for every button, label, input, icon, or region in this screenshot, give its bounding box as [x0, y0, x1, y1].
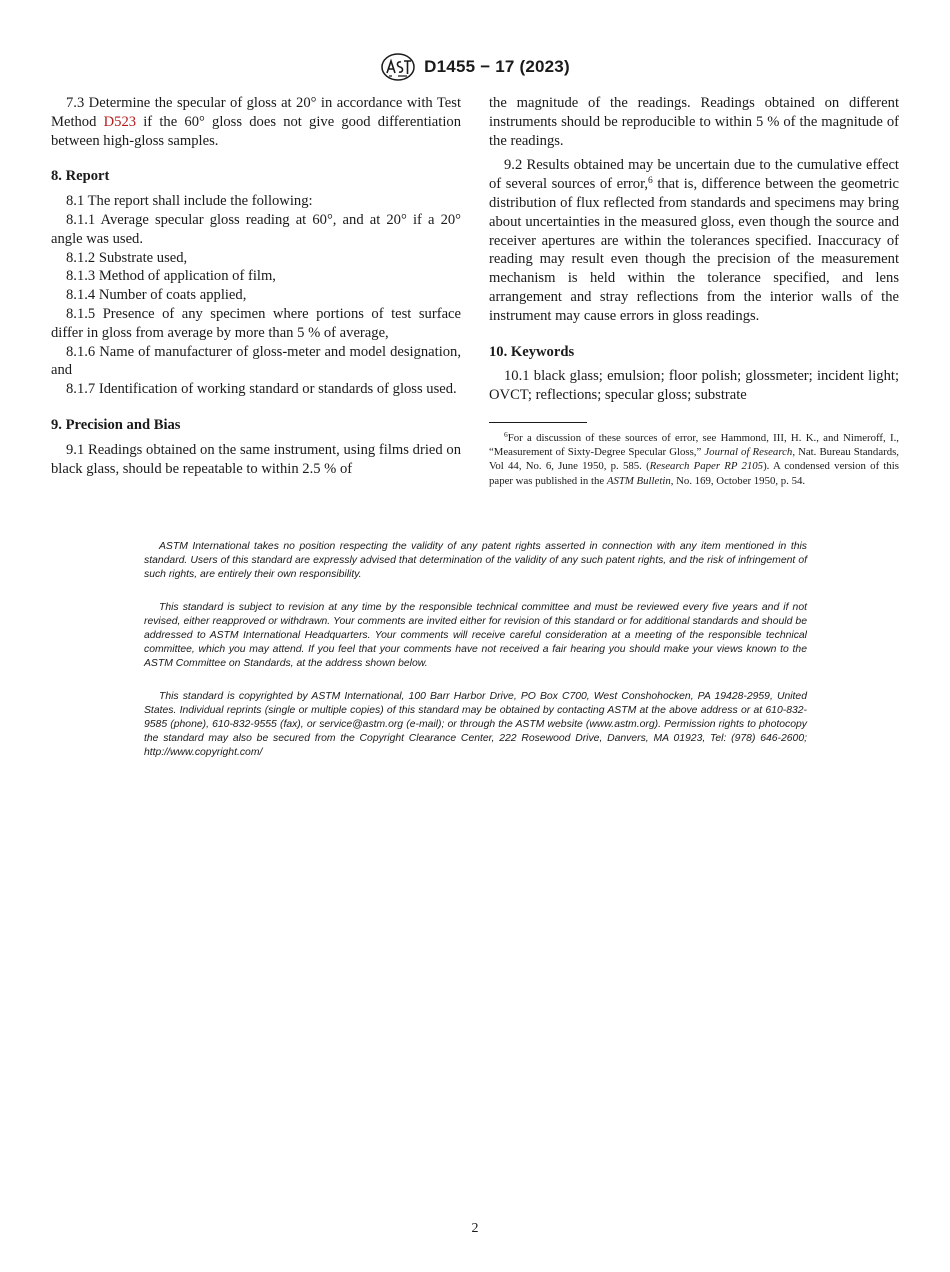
paragraph-text: 9.2 Results obtained may be uncertain due to the cumulative effect of several sources of error,: [489, 157, 899, 193]
footnote-text: For a discussion of these sources of error, see Hammond, III, H. K., and Nimeroff, I., “Measurement of Sixty-Degree Specular Gloss,”: [489, 431, 899, 459]
paragraph-8-1: 8.1 The report shall include the following:: [66, 193, 313, 210]
paragraph-8-1-7: 8.1.7 Identification of working standard or standards of gloss used.: [66, 381, 457, 398]
footnote-divider: [489, 422, 587, 423]
footnote-italic: ASTM Bulletin: [606, 474, 671, 487]
copyright-notice: This standard is copyrighted by ASTM International, 100 Barr Harbor Drive, PO Box C700, West Conshohocken, PA 19428-2959, United States. Individual reprints (single or multiple copies) of this standard may be obtained by contacting ASTM at the above address or at 610-832-9585 (phone), 610-832-9555 (fax), or service@astm.org (e-mail); or through the ASTM website (www.astm.org). Permission rights to photocopy the standard may also be secured from the Copyright Clearance Center, 222 Rosewood Drive, Danvers, MA 01923, Tel: (978) 646-2600; http://www.copyright.com/: [144, 691, 807, 758]
paragraph-8-1-1: 8.1.1 Average specular gloss reading at 60°, and at 20° if a 20° angle was used.: [51, 211, 461, 247]
paragraph-9-1-continued: the magnitude of the readings. Readings obtained on different instruments should be reproducible to within 5 % of the magnitude of the readings.: [489, 95, 899, 149]
paragraph-8-1-4: 8.1.4 Number of coats applied,: [66, 287, 247, 304]
footnote-italic: Journal of Research: [704, 446, 793, 459]
paragraph-text: if the 60° gloss does not give good differentiation between high-gloss samples.: [51, 113, 461, 149]
paragraph-8-1-6: 8.1.6 Name of manufacturer of gloss-meter and model designation, and: [51, 343, 461, 379]
section-heading-report: 8. Report: [51, 168, 110, 185]
astm-logo-icon: [380, 52, 416, 82]
paragraph-8-1-3: 8.1.3 Method of application of film,: [66, 268, 276, 285]
page-number: 2: [471, 1221, 479, 1236]
d523-link[interactable]: D523: [103, 113, 137, 130]
footnote-6: [489, 431, 899, 488]
section-heading-keywords: 10. Keywords: [489, 343, 575, 360]
paragraph-text: 7.3 Determine the specular of gloss at 20° in accordance with Test Method: [51, 95, 461, 130]
legal-notices: [144, 540, 807, 779]
page-header: [0, 52, 950, 82]
footnote-italic: Research Paper RP 2105: [649, 460, 764, 473]
left-column: [51, 94, 461, 478]
revision-notice: This standard is subject to revision at any time by the responsible technical committee and must be reviewed every five years and if not revised, either reapproved or withdrawn. Your comments are invited either for revision of this standard or for additional standards and should be addressed to ASTM International Headquarters. Your comments will receive careful consideration at a meeting of the responsible technical committee, which you may attend. If you feel that your comments have not received a fair hearing you should make your views known to the ASTM Committee on Standards, at the address shown below.: [144, 602, 807, 669]
section-heading-precision-bias: 9. Precision and Bias: [51, 416, 181, 433]
paragraph-9-1: 9.1 Readings obtained on the same instrument, using films dried on black glass, should be repeatable to within 2.5 % of: [51, 441, 461, 477]
footnote-text: ). A condensed version of this paper was published in the: [489, 460, 899, 487]
right-column: [489, 94, 899, 488]
paragraph-text: that is, difference between the geometric distribution of flux reflected from standards and specimens may bring about uncertainties in the measured gloss, even though the source and receiver apertures are within the tolerances specified. Inaccuracy of reading may result even though the precision of the measurement mechanism is held within the tolerance specified, and lens arrangement and stray reflections from the interior walls of the instrument may cause errors in gloss readings.: [489, 176, 899, 324]
standard-designation: D1455 − 17 (2023): [424, 57, 570, 76]
footnote-reference[interactable]: 6: [648, 176, 653, 187]
footnote-text: , No. 169, October 1950, p. 54.: [670, 474, 806, 487]
paragraph-7-3: [51, 94, 461, 150]
footnote-number: 6: [504, 429, 508, 439]
paragraph-8-1-2: 8.1.2 Substrate used,: [66, 249, 188, 266]
patent-notice: ASTM International takes no position respecting the validity of any patent rights asserted in connection with any item mentioned in this standard. Users of this standard are expressly advised that determination of the validity of any such patent rights, and the risk of infringement of such rights, are entirely their own responsibility.: [144, 541, 807, 580]
paragraph-9-2: [489, 156, 899, 325]
paragraph-8-1-5: 8.1.5 Presence of any specimen where portions of test surface differ in gloss from average by more than 5 % of average,: [51, 305, 461, 341]
paragraph-10-1: 10.1 black glass; emulsion; floor polish; glossmeter; incident light; OVCT; reflections; specular gloss; substrate: [489, 368, 899, 404]
footnote-text: , Nat. Bureau Standards, Vol 44, No. 6, June 1950, p. 585. (: [489, 446, 900, 473]
